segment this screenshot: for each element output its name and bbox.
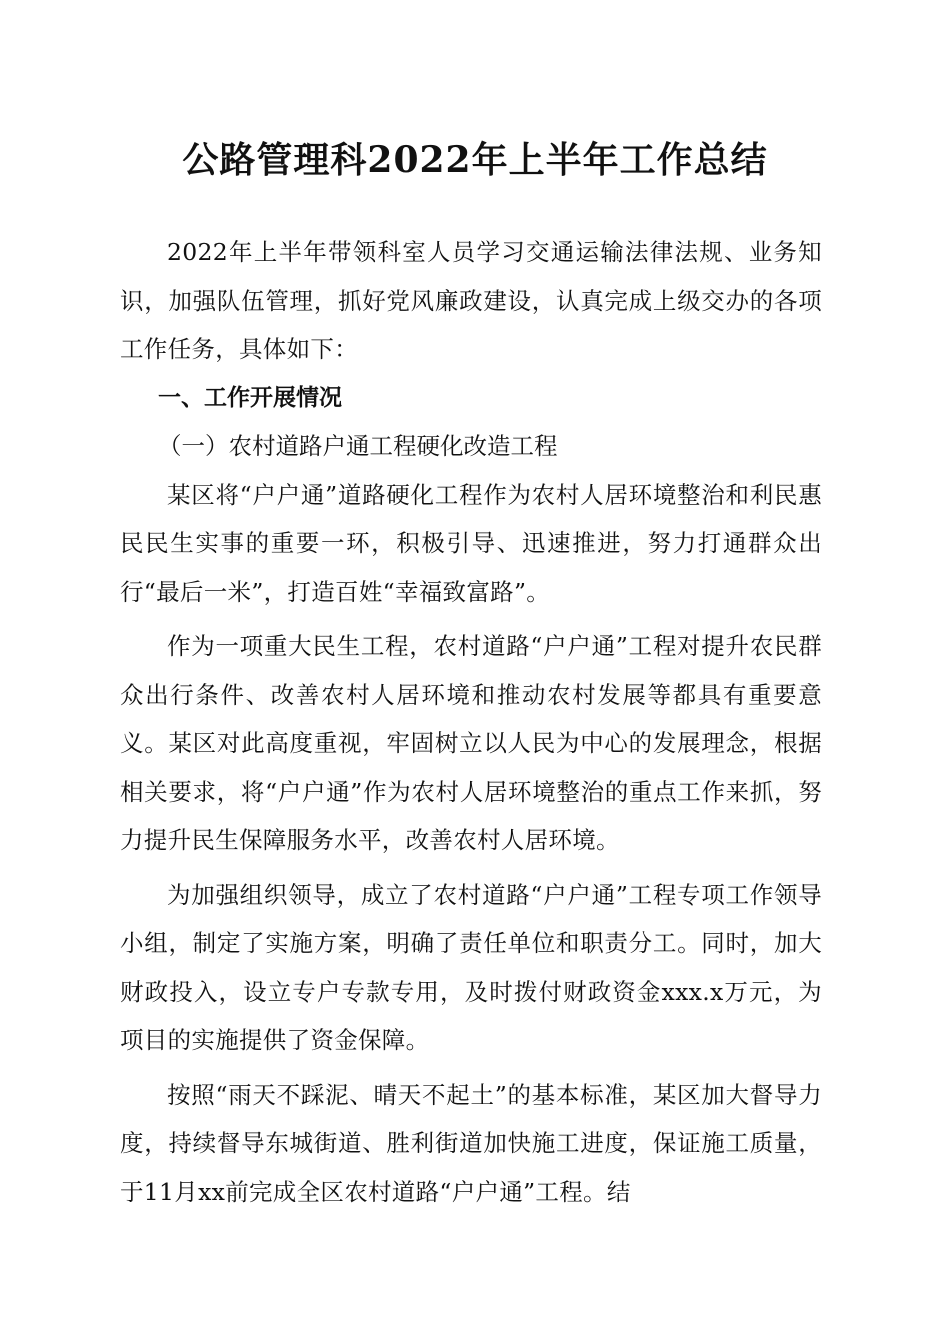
- document-body: [120, 228, 822, 1216]
- body-paragraph-1: 某区将“户户通”道路硬化工程作为农村人居环境整治和利民惠民民生实事的重要一环，积极引导、迅速推进，努力打通群众出行“最后一米”，打造百姓“幸福致富路”。: [120, 480, 822, 606]
- subsection-heading: （一）农村道路户通工程硬化改造工程: [158, 432, 558, 460]
- document-title: 公路管理科2022年上半年工作总结: [182, 139, 768, 181]
- section-heading: 一、工作开展情况: [158, 384, 342, 411]
- intro-paragraph: 2022年上半年带领科室人员学习交通运输法律法规、业务知识，加强队伍管理，抓好党风廉政建设，认真完成上级交办的各项工作任务，具体如下：: [120, 238, 822, 363]
- body-paragraph-4: 按照“雨天不踩泥、晴天不起土”的基本标准，某区加大督导力度，持续督导东城街道、胜利街道加快施工进度，保证施工质量，于11月xx前完成全区农村道路“户户通”工程。结: [120, 1080, 822, 1206]
- body-paragraph-3: 为加强组织领导，成立了农村道路“户户通”工程专项工作领导小组，制定了实施方案，明确了责任单位和职责分工。同时，加大财政投入，设立专户专款专用，及时拨付财政资金xxx.x万元，为项目的实施提供了资金保障。: [120, 880, 822, 1054]
- body-paragraph-2: 作为一项重大民生工程，农村道路“户户通”工程对提升农民群众出行条件、改善农村人居环境和推动农村发展等都具有重要意义。某区对此高度重视，牢固树立以人民为中心的发展理念，根据相关要求，将“户户通”作为农村人居环境整治的重点工作来抓，努力提升民生保障服务水平，改善农村人居环境。: [120, 632, 822, 854]
